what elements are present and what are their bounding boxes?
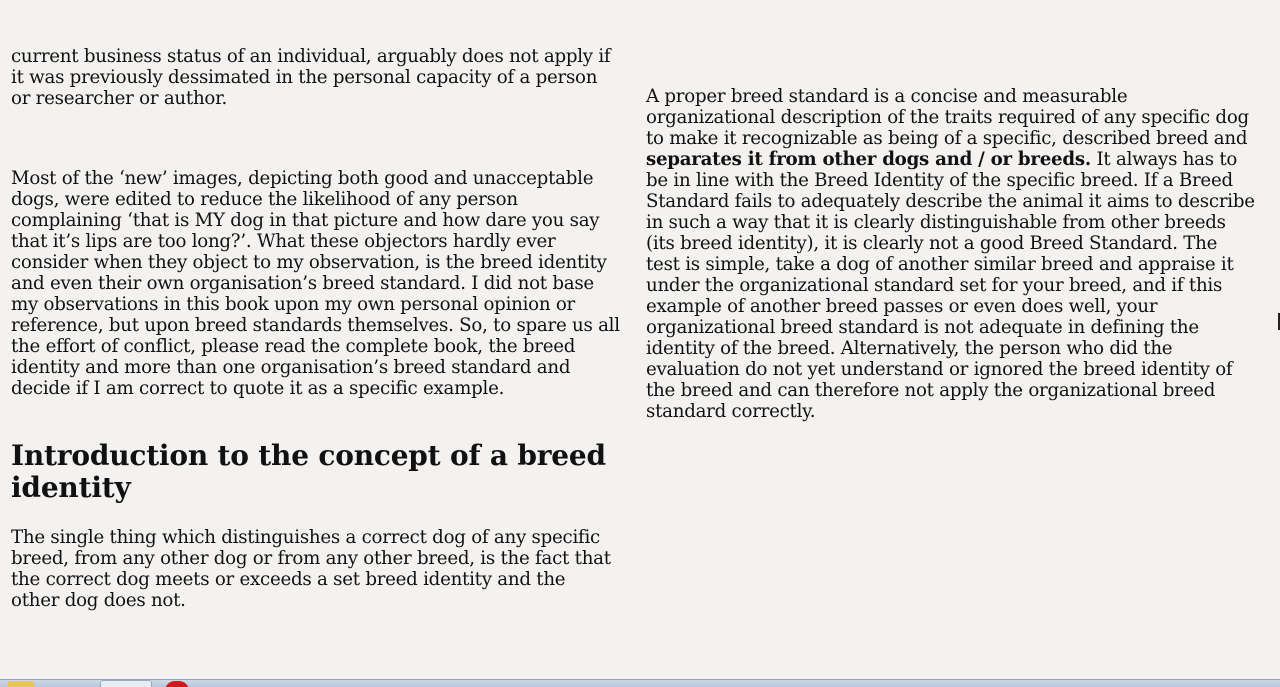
paragraph-breed-identity: The single thing which distinguishes a correct dog of any specific breed, from any other dog or from any other breed, is the fact that the correct dog meets or exceeds a set breed identity and the other dog does not. — [11, 527, 611, 611]
taskbar-window-button[interactable] — [100, 680, 152, 687]
paragraph-business-status: current business status of an individual, arguably does not apply if it was previously dessimated in the personal capacity of a person or researcher or author. — [11, 46, 611, 109]
breed-standard-bold: separates it from other dogs and / or breeds. — [646, 149, 1091, 170]
folder-icon[interactable] — [8, 681, 34, 687]
taskbar[interactable] — [0, 679, 1280, 687]
paragraph-new-images: Most of the ‘new’ images, depicting both good and unacceptable dogs, were edited to reduce the likelihood of any person complaining ‘that is MY dog in that picture and how dare you say that it’s lips are too long?’. What these objectors hardly ever consider when they object to my observation, is the breed identity and even their own organisation’s breed standard. I did not base my observations in this book upon my own personal opinion or reference, but upon breed standards themselves. So, to spare us all the effort of conflict, please read the complete book, the breed identity and more than one organisation’s breed standard and decide if I am correct to quote it as a specific example. — [11, 168, 620, 399]
app-icon[interactable] — [165, 681, 189, 687]
breed-standard-text-1: A proper breed standard is a concise and measurable organizational description of the traits required of any specific dog to make it recognizable as being of a specific, described breed and — [646, 86, 1249, 149]
breed-standard-text-2: It always has to be in line with the Breed Identity of the specific breed. If a Breed Standard fails to adequately describe the animal it aims to describe in such a way that it is clearly distinguishable from other breeds (its breed identity), it is clearly not a good Breed Standard. The test is simple, take a dog of another similar breed and appraise it under the organizational standard set for your breed, and if this example of another breed passes or even does well, your organizational breed standard is not adequate in defining the identity of the breed. Alternatively, the person who did the evaluation do not yet understand or ignored the breed identity of the breed and can therefore not apply the organizational breed standard correctly. — [646, 149, 1255, 422]
paragraph-breed-standard — [646, 86, 1256, 422]
section-heading: Introduction to the concept of a breed identity — [11, 439, 606, 504]
